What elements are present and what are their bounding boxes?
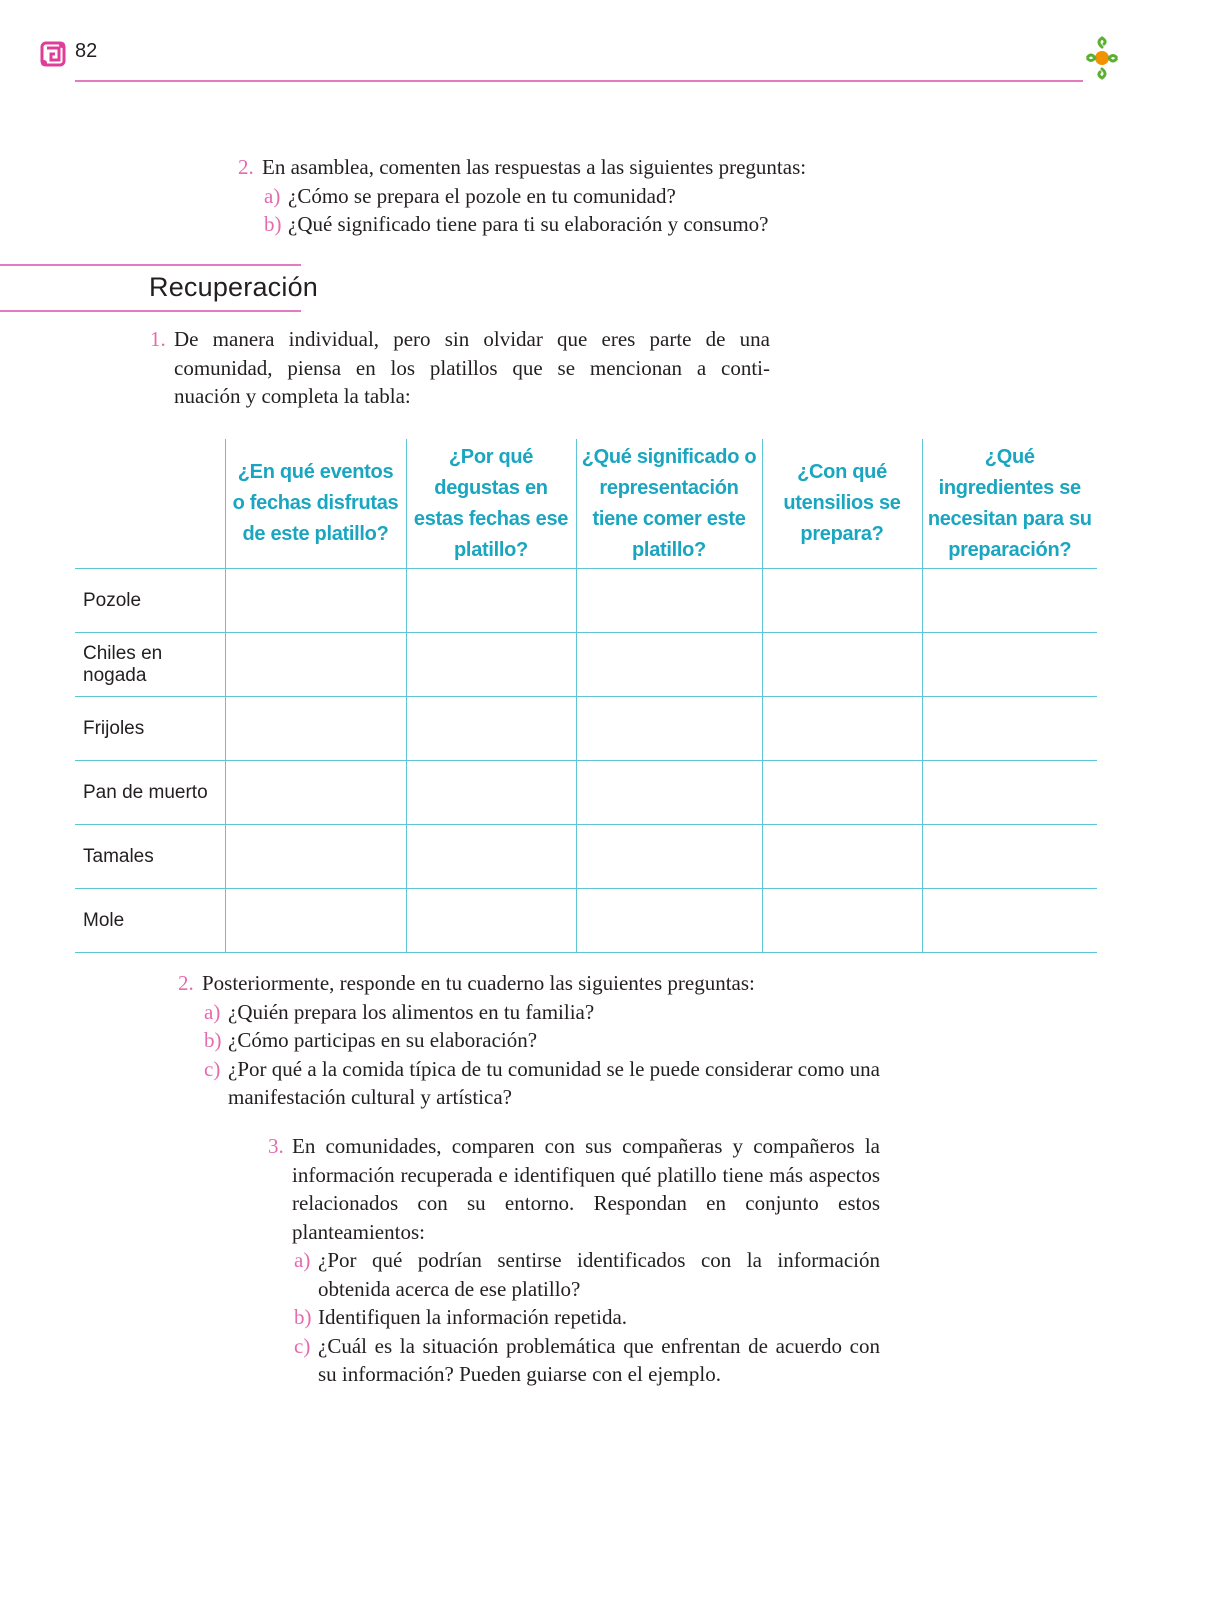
section-rule-bottom (0, 310, 301, 312)
answer-cell[interactable] (762, 761, 922, 825)
table-row (75, 569, 1097, 633)
answer-cell[interactable] (576, 569, 762, 633)
item-label: a) (264, 183, 281, 208)
column-header: ¿Con qué utensilios se prepara? (762, 439, 922, 569)
answer-cell[interactable] (762, 697, 922, 761)
answer-cell[interactable] (922, 633, 1097, 697)
item-label: c) (204, 1056, 221, 1081)
answer-cell[interactable] (225, 889, 406, 953)
column-header: ¿Qué significado o representación tiene comer este platillo? (576, 439, 762, 569)
instruction-line: De manera individual, pero sin olvidar que eres parte de una (174, 327, 770, 351)
answer-cell[interactable] (762, 889, 922, 953)
answer-cell[interactable] (406, 633, 576, 697)
section-rule-top (0, 264, 301, 266)
answer-cell[interactable] (922, 889, 1097, 953)
row-label: Mole (75, 889, 225, 953)
answer-cell[interactable] (225, 697, 406, 761)
section-title: Recuperación (149, 272, 319, 302)
answer-cell[interactable] (225, 569, 406, 633)
answer-cell[interactable] (576, 889, 762, 953)
table-row (75, 633, 1097, 697)
answer-cell[interactable] (762, 633, 922, 697)
page-number: 82 (75, 40, 98, 62)
answer-cell[interactable] (406, 889, 576, 953)
question-text: ¿Quién prepara los alimentos en tu familia? (228, 999, 595, 1024)
table-row (75, 697, 1097, 761)
column-header: ¿Qué ingredientes se necesitan para su preparación? (922, 439, 1097, 569)
flower-logo-icon (1084, 32, 1120, 89)
column-header: ¿Por qué degustas en estas fechas ese platillo? (406, 439, 576, 569)
header-rule (75, 80, 1083, 82)
item-number: 3. (268, 1134, 284, 1158)
answer-cell[interactable] (576, 825, 762, 889)
answer-cell[interactable] (225, 825, 406, 889)
assembly-prompt: En asamblea, comenten las respuestas a las siguientes preguntas: (262, 155, 807, 179)
answer-cell[interactable] (225, 633, 406, 697)
table-row (75, 825, 1097, 889)
answer-cell[interactable] (922, 569, 1097, 633)
question-text: ¿Qué significado tiene para ti su elaboración y consumo? (288, 212, 769, 236)
table-row (75, 889, 1097, 953)
question-text: ¿Cómo se prepara el pozole en tu comunidad? (288, 183, 676, 208)
question-text: ¿Cuál es la situación problemática que enfrentan de acuerdo con su información? Pueden guiarse con el ejemplo. (318, 1333, 880, 1386)
row-label: Chiles en nogada (75, 633, 225, 697)
question-text: ¿Por qué a la comida típica de tu comunidad se le puede considerar como una manifestación cultural y artística? (228, 1056, 880, 1109)
row-label: Pan de muerto (75, 761, 225, 825)
activity-1-instructions (150, 325, 770, 411)
answer-cell[interactable] (576, 633, 762, 697)
answer-cell[interactable] (225, 761, 406, 825)
answer-cell[interactable] (922, 761, 1097, 825)
question-text: Identifiquen la información repetida. (318, 1305, 628, 1329)
answer-cell[interactable] (922, 825, 1097, 889)
instruction-line: comunidad, piensa en los platillos que se mencionan a conti- (174, 355, 770, 380)
row-label: Pozole (75, 569, 225, 633)
answer-cell[interactable] (406, 825, 576, 889)
answer-cell[interactable] (576, 761, 762, 825)
row-label: Frijoles (75, 697, 225, 761)
answer-cell[interactable] (406, 569, 576, 633)
decorative-glyph-icon (39, 40, 67, 73)
answer-cell[interactable] (762, 825, 922, 889)
item-label: b) (204, 1028, 222, 1052)
activity-2-block (178, 969, 880, 1112)
item-number: 2. (238, 155, 254, 179)
assembly-question-block (238, 153, 878, 239)
activity-3-block (268, 1132, 880, 1389)
table-row (75, 761, 1097, 825)
item-label: a) (204, 999, 221, 1024)
item-label: a) (294, 1248, 311, 1272)
answer-cell[interactable] (922, 697, 1097, 761)
answer-cell[interactable] (762, 569, 922, 633)
question-text: ¿Cómo participas en su elaboración? (228, 1028, 538, 1052)
item-label: b) (264, 212, 282, 236)
item-number: 1. (150, 327, 166, 351)
row-label: Tamales (75, 825, 225, 889)
activity-2-prompt: Posteriormente, responde en tu cuaderno las siguientes preguntas: (202, 971, 755, 995)
question-text: ¿Por qué podrían sentirse identificados con la información obtenida acerca de ese platillo? (318, 1248, 880, 1301)
item-label: b) (294, 1305, 312, 1329)
answer-cell[interactable] (576, 697, 762, 761)
item-number: 2. (178, 971, 194, 995)
answer-cell[interactable] (406, 761, 576, 825)
instruction-line: nuación y completa la tabla: (174, 384, 411, 408)
answer-cell[interactable] (406, 697, 576, 761)
item-label: c) (294, 1333, 311, 1358)
column-header: ¿En qué eventos o fechas disfrutas de este platillo? (225, 439, 406, 569)
table-corner (75, 439, 225, 569)
dishes-table (75, 439, 1097, 953)
activity-3-prompt: En comunidades, comparen con sus compañeras y compañeros la información recuperada e identifiquen qué platillo tiene más aspectos relacionados con su entorno. Respondan en conjunto estos planteamientos: (292, 1134, 880, 1244)
